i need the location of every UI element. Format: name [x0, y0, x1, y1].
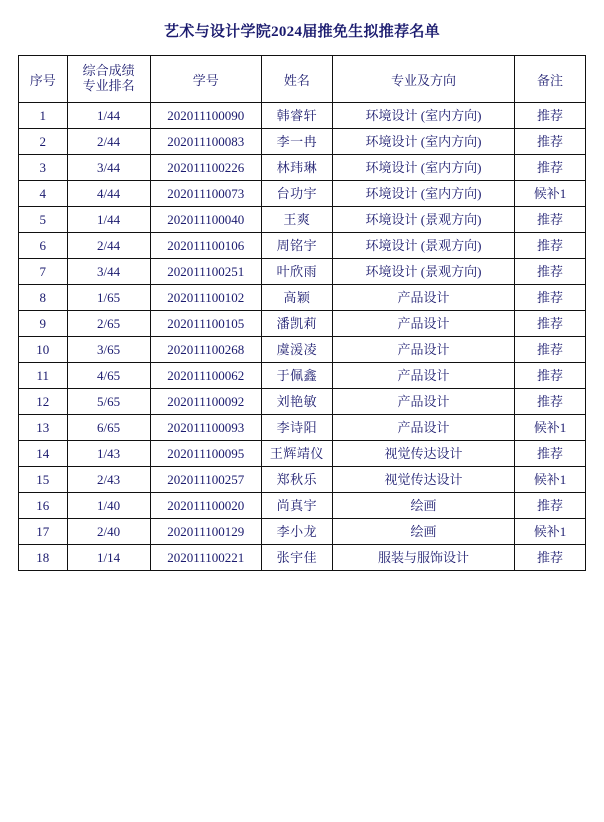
cell-name: 李小龙	[261, 519, 332, 545]
cell-remark: 推荐	[515, 493, 586, 519]
cell-rank: 4/65	[67, 363, 150, 389]
cell-major: 服装与服饰设计	[332, 545, 514, 571]
cell-index: 11	[19, 363, 68, 389]
cell-student-id: 202011100073	[150, 181, 261, 207]
column-header-remark: 备注	[515, 56, 586, 103]
cell-rank: 1/65	[67, 285, 150, 311]
cell-index: 16	[19, 493, 68, 519]
cell-remark: 候补1	[515, 181, 586, 207]
cell-rank: 1/44	[67, 103, 150, 129]
cell-name: 林玮琳	[261, 155, 332, 181]
cell-student-id: 202011100105	[150, 311, 261, 337]
cell-major: 环境设计 (室内方向)	[332, 103, 514, 129]
cell-remark: 推荐	[515, 233, 586, 259]
cell-index: 13	[19, 415, 68, 441]
table-row	[19, 259, 586, 285]
cell-student-id: 202011100092	[150, 389, 261, 415]
table-row	[19, 233, 586, 259]
cell-major: 产品设计	[332, 337, 514, 363]
table-row	[19, 337, 586, 363]
cell-rank: 2/65	[67, 311, 150, 337]
cell-rank: 3/44	[67, 259, 150, 285]
table-row	[19, 285, 586, 311]
cell-major: 环境设计 (景观方向)	[332, 259, 514, 285]
cell-name: 尚真宇	[261, 493, 332, 519]
column-header-student-id: 学号	[150, 56, 261, 103]
column-header-name: 姓名	[261, 56, 332, 103]
cell-rank: 6/65	[67, 415, 150, 441]
cell-student-id: 202011100106	[150, 233, 261, 259]
cell-student-id: 202011100257	[150, 467, 261, 493]
column-header-rank-line2: 专业排名	[82, 78, 135, 93]
cell-major: 绘画	[332, 493, 514, 519]
cell-remark: 推荐	[515, 103, 586, 129]
cell-rank: 2/43	[67, 467, 150, 493]
cell-index: 9	[19, 311, 68, 337]
cell-index: 17	[19, 519, 68, 545]
cell-name: 潘凯莉	[261, 311, 332, 337]
cell-student-id: 202011100040	[150, 207, 261, 233]
cell-name: 于佩鑫	[261, 363, 332, 389]
cell-name: 王辉靖仪	[261, 441, 332, 467]
cell-remark: 推荐	[515, 337, 586, 363]
table-row	[19, 441, 586, 467]
cell-remark: 推荐	[515, 207, 586, 233]
cell-student-id: 202011100062	[150, 363, 261, 389]
cell-remark: 候补1	[515, 519, 586, 545]
cell-major: 产品设计	[332, 285, 514, 311]
cell-index: 8	[19, 285, 68, 311]
cell-rank: 5/65	[67, 389, 150, 415]
cell-student-id: 202011100102	[150, 285, 261, 311]
cell-name: 台功宇	[261, 181, 332, 207]
cell-major: 环境设计 (室内方向)	[332, 155, 514, 181]
table-row	[19, 207, 586, 233]
cell-remark: 推荐	[515, 285, 586, 311]
page-title: 艺术与设计学院2024届推免生拟推荐名单	[163, 24, 440, 40]
cell-index: 10	[19, 337, 68, 363]
cell-major: 产品设计	[332, 311, 514, 337]
table-row	[19, 155, 586, 181]
cell-student-id: 202011100221	[150, 545, 261, 571]
cell-index: 18	[19, 545, 68, 571]
cell-student-id: 202011100129	[150, 519, 261, 545]
table-body	[19, 103, 586, 571]
cell-name: 郑秋乐	[261, 467, 332, 493]
cell-name: 王爽	[261, 207, 332, 233]
cell-rank: 1/43	[67, 441, 150, 467]
cell-index: 2	[19, 129, 68, 155]
cell-major: 环境设计 (景观方向)	[332, 233, 514, 259]
cell-remark: 推荐	[515, 259, 586, 285]
table-row	[19, 181, 586, 207]
table-row	[19, 389, 586, 415]
cell-rank: 4/44	[67, 181, 150, 207]
column-header-major: 专业及方向	[332, 56, 514, 103]
column-header-index: 序号	[19, 56, 68, 103]
table-row	[19, 311, 586, 337]
table-row	[19, 519, 586, 545]
cell-major: 产品设计	[332, 389, 514, 415]
table-row	[19, 545, 586, 571]
cell-name: 李一冉	[261, 129, 332, 155]
table-row	[19, 415, 586, 441]
cell-major: 产品设计	[332, 415, 514, 441]
cell-index: 15	[19, 467, 68, 493]
cell-rank: 2/44	[67, 233, 150, 259]
cell-remark: 推荐	[515, 129, 586, 155]
cell-index: 7	[19, 259, 68, 285]
table-row	[19, 467, 586, 493]
cell-name: 张宇佳	[261, 545, 332, 571]
cell-name: 叶欣雨	[261, 259, 332, 285]
cell-index: 14	[19, 441, 68, 467]
cell-student-id: 202011100226	[150, 155, 261, 181]
cell-name: 韩睿轩	[261, 103, 332, 129]
table-row	[19, 129, 586, 155]
cell-major: 视觉传达设计	[332, 441, 514, 467]
cell-index: 4	[19, 181, 68, 207]
cell-name: 刘艳敏	[261, 389, 332, 415]
cell-major: 环境设计 (室内方向)	[332, 181, 514, 207]
cell-rank: 1/40	[67, 493, 150, 519]
cell-remark: 推荐	[515, 311, 586, 337]
table-row	[19, 493, 586, 519]
cell-index: 5	[19, 207, 68, 233]
cell-remark: 推荐	[515, 441, 586, 467]
cell-major: 环境设计 (景观方向)	[332, 207, 514, 233]
cell-student-id: 202011100083	[150, 129, 261, 155]
table-header	[19, 56, 586, 103]
cell-remark: 推荐	[515, 155, 586, 181]
cell-remark: 推荐	[515, 545, 586, 571]
table-row	[19, 103, 586, 129]
cell-student-id: 202011100095	[150, 441, 261, 467]
column-header-rank-line1: 综合成绩	[82, 63, 135, 79]
cell-index: 6	[19, 233, 68, 259]
cell-major: 视觉传达设计	[332, 467, 514, 493]
cell-name: 周铭宇	[261, 233, 332, 259]
table-header-row	[19, 56, 586, 103]
roster-table-container	[0, 55, 604, 571]
cell-major: 产品设计	[332, 363, 514, 389]
cell-name: 李诗阳	[261, 415, 332, 441]
cell-remark: 候补1	[515, 467, 586, 493]
cell-rank: 3/65	[67, 337, 150, 363]
cell-student-id: 202011100251	[150, 259, 261, 285]
cell-index: 12	[19, 389, 68, 415]
cell-major: 绘画	[332, 519, 514, 545]
cell-rank: 1/14	[67, 545, 150, 571]
cell-remark: 推荐	[515, 389, 586, 415]
cell-rank: 3/44	[67, 155, 150, 181]
cell-rank: 1/44	[67, 207, 150, 233]
cell-remark: 候补1	[515, 415, 586, 441]
cell-rank: 2/40	[67, 519, 150, 545]
cell-name: 虞湲凌	[261, 337, 332, 363]
table-row	[19, 363, 586, 389]
cell-student-id: 202011100268	[150, 337, 261, 363]
cell-student-id: 202011100093	[150, 415, 261, 441]
cell-student-id: 202011100020	[150, 493, 261, 519]
cell-remark: 推荐	[515, 363, 586, 389]
column-header-rank	[67, 56, 150, 103]
cell-index: 3	[19, 155, 68, 181]
cell-major: 环境设计 (室内方向)	[332, 129, 514, 155]
cell-index: 1	[19, 103, 68, 129]
cell-rank: 2/44	[67, 129, 150, 155]
cell-student-id: 202011100090	[150, 103, 261, 129]
recommendation-roster-table	[18, 55, 586, 571]
cell-name: 高颖	[261, 285, 332, 311]
